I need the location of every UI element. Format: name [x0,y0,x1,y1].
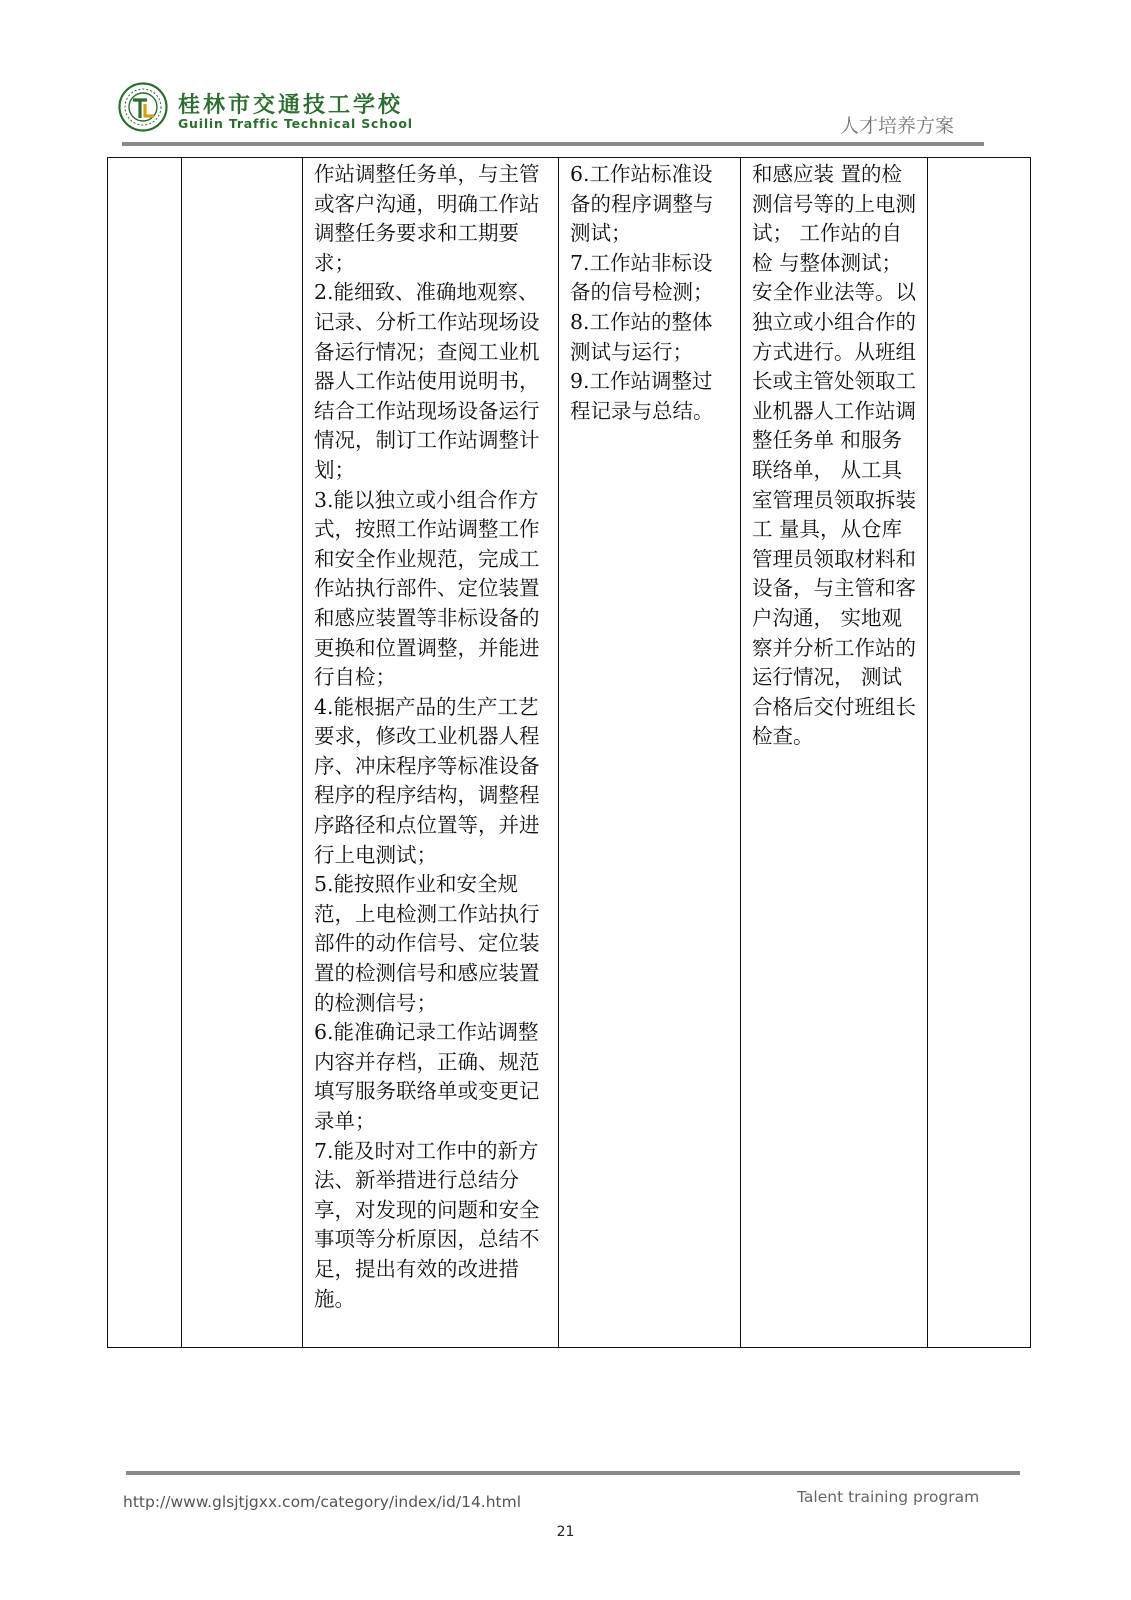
table-cell-tasks [559,158,741,1348]
school-name-chinese: 桂林市交通技工学校 [178,92,404,118]
page-header [0,0,1131,150]
cell-text [182,158,302,160]
program-title: 人才培养方案 [840,115,955,137]
table-row [108,158,1031,1348]
table-cell-col-2 [182,158,303,1348]
table-cell-methods [741,158,928,1348]
cell-text [108,158,181,160]
header-divider [122,142,984,146]
abilities-text: 作站调整任务单，与主管或客户沟通，明确工作站调整任务要求和工期要求； 2.能细致、准确地观察、记录、分析工作站现场设备运行情况；查阅工业机器人工作站使用说明书，结合工作站现场设备运行情况，制订工作站调整计划； 3.能以独立或小组合作方式，按照工作站调整工作和安全作业规范，完成工作站执行部件、定位装置和感应装置等非标设备的更换和位置调整，并能进行自检； 4.能根据产品的生产工艺要求，修改工业机器人程序、冲床程序等标准设备程序的程序结构，调整程序路径和点位置等，并进行上电测试； 5.能按照作业和安全规范，上电检测工作站执行部件的动作信号、定位装置的检测信号和感应装置的检测信号； 6.能准确记录工作站调整内容并存档，正确、规范填写服务联络单或变更记录单； 7.能及时对工作中的新方法、新举措进行总结分享，对发现的问题和安全事项等分析原因，总结不足，提出有效的改进措施。 [314,162,540,1311]
footer-divider [126,1471,1020,1475]
page-number: 21 [556,1524,575,1540]
school-name-english: Guilin Traffic Technical School [178,116,413,131]
table-cell-abilities [303,158,559,1348]
school-logo-icon [118,82,168,132]
table-cell-col-6 [928,158,1031,1348]
tasks-text: 6.工作站标准设备的程序调整与测试； 7.工作站非标设备的信号检测； 8.工作站的整体测试与运行； 9.工作站调整过程记录与总结。 [570,162,714,423]
cell-text [928,158,1030,160]
footer-url[interactable]: http://www.glsjtjgxx.com/category/index/id/14.html [123,1493,522,1511]
methods-text: 和感应装 置的检测信号等的上电测试； 工作站的自检 与整体测试； 安全作业法等。以独立或小组合作的方式进行。从班组长或主管处领取工业机器人工作站调整任务单 和服务联络单， 从工具室管理员领取拆装工 量具，从仓库管理员领取材料和设备，与主管和客户沟通， 实地观察并分析工作站的运行情况， 测试合格后交付班组长检查。 [752,162,916,749]
table-cell-col-1 [108,158,182,1348]
curriculum-table [107,157,1031,1348]
footer-label: Talent training program [797,1488,980,1506]
